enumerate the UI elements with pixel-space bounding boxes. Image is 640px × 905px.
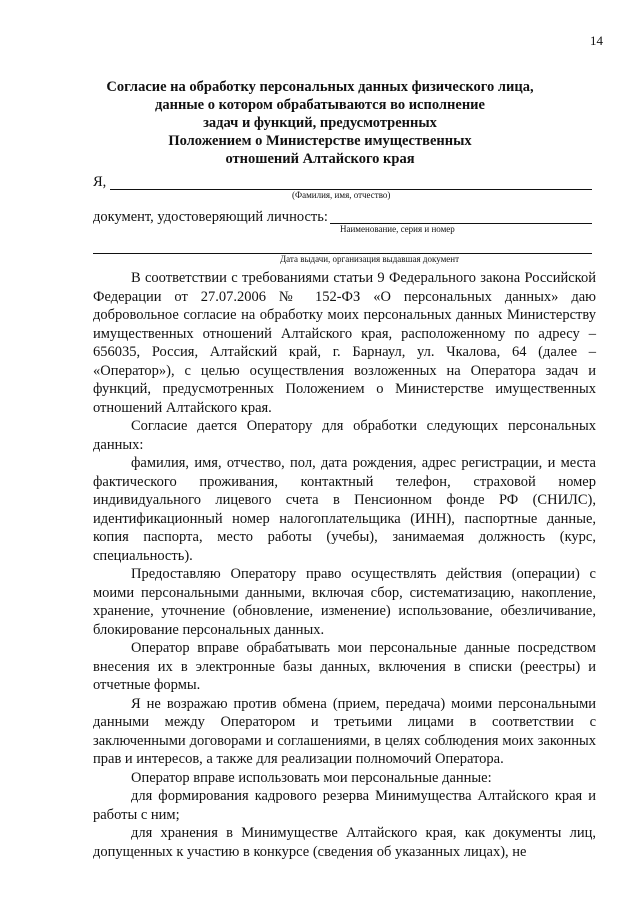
paragraph: для хранения в Минимуществе Алтайского края, как документы лиц, допущенных к участию в конкурсе (сведения об указанных лицах), не	[93, 825, 596, 860]
paragraph: фамилия, имя, отчество, пол, дата рождения, адрес регистрации, и места фактического проживания, контактный телефон, страховой номер индивидуального лицевого счета в Пенсионном фонде РФ (СНИЛС), идентификационный номер налогоплательщика (ИНН), паспортные данные, копия паспорта, место работы (учебы), занимаемая должность (курс, специальность).	[93, 455, 596, 564]
title-line: Согласие на обработку персональных данных физического лица,	[106, 79, 534, 95]
document-title	[80, 78, 560, 168]
paragraph: Согласие дается Оператору для обработки следующих персональных данных:	[93, 418, 596, 453]
paragraph: для формирования кадрового резерва Минимущества Алтайского края и работы с ним;	[93, 788, 596, 823]
issue-hint: Дата выдачи, организация выдавшая документ	[280, 254, 460, 264]
title-line: задач и функций, предусмотренных	[203, 115, 437, 131]
paragraph: Оператор вправе использовать мои персональные данные:	[131, 769, 492, 786]
title-line: отношений Алтайского края	[225, 151, 415, 167]
title-line: Положением о Министерстве имущественных	[168, 133, 472, 149]
document-hint: Наименование, серия и номер	[340, 224, 455, 234]
paragraph: Оператор вправе обрабатывать мои персональные данные посредством внесения их в электронные базы данных, включения в списки (реестры) и отчетные формы.	[93, 640, 596, 693]
paragraph: В соответствии с требованиями статьи 9 Федерального закона Российской Федерации от 27.07.2006 № 152-ФЗ «О персональных данных» даю добровольное согласие на обработку моих персональных данных Министерству имущественных отношений Алтайского края, расположенному по адресу – 656035, Россия, Алтайский край, г. Барнаул, ул. Чкалова, 64 (далее – «Оператор»), с целью осуществления возложенных на Оператора задач и функций, предусмотренных Положением о Министерстве имущественных отношений Алтайского края.	[93, 270, 596, 416]
paragraph: Я не возражаю против обмена (прием, передача) моими персональными данными между Оператором и третьими лицами в соответствии с заключенными договорами и соглашениями, в целях соблюдения моих законных прав и интересов, а также для реализации полномочий Оператора.	[93, 695, 596, 767]
document-label: документ, удостоверяющий личность:	[93, 209, 328, 225]
name-hint: (Фамилия, имя, отчество)	[292, 190, 391, 200]
title-line: данные о котором обрабатываются во исполнение	[155, 97, 485, 113]
consent-body	[93, 269, 596, 861]
name-label: Я,	[93, 174, 107, 190]
page-number: 14	[590, 33, 603, 48]
paragraph: Предоставляю Оператору право осуществлять действия (операции) с моими персональными данными, включая сбор, систематизацию, накопление, хранение, уточнение (обновление, изменение) использование, обезличивание, блокирование персональных данных.	[93, 566, 596, 638]
